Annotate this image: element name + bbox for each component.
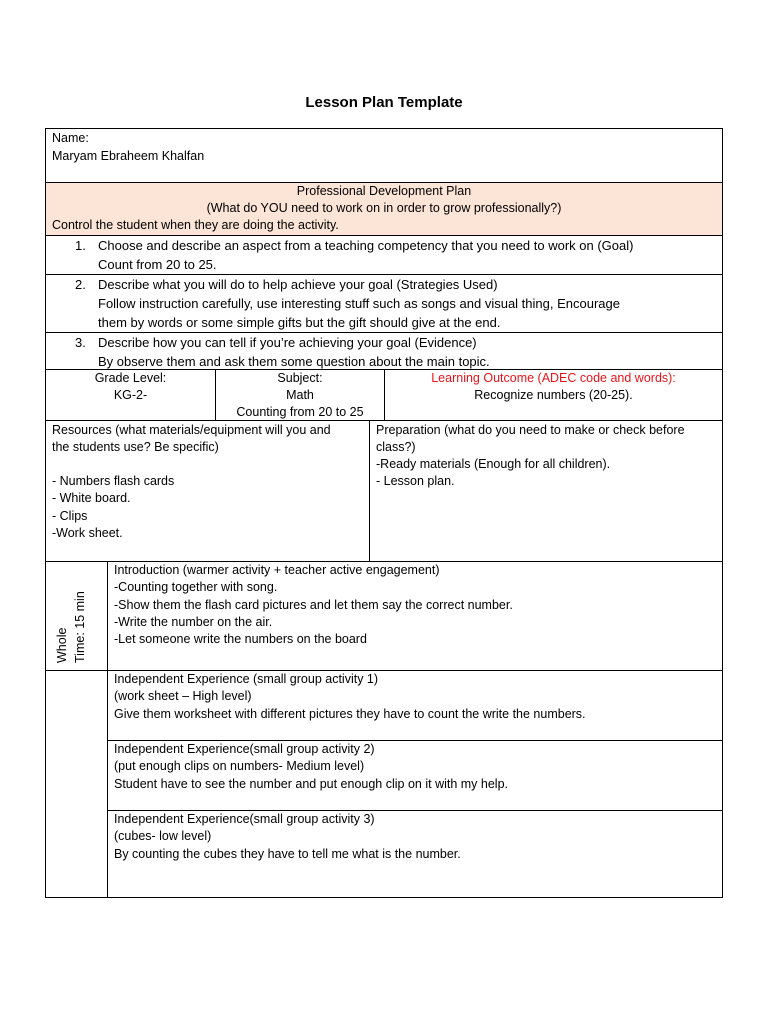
name-section — [52, 130, 712, 182]
pd-item-1 — [46, 236, 722, 274]
outcome-value: Recognize numbers (20-25). — [474, 388, 633, 402]
activity-heading: Independent Experience (small group activity 1) — [114, 672, 379, 686]
subject-topic: Counting from 20 to 25 — [236, 405, 364, 419]
pd-note: Control the student when they are doing the activity. — [52, 218, 339, 232]
pd-item-prompt: Describe what you will do to help achieve your goal (Strategies Used) — [98, 277, 498, 292]
introduction-item: -Let someone write the numbers on the board — [114, 632, 367, 646]
name-value: Maryam Ebraheem Khalfan — [52, 149, 205, 163]
activity-description: Give them worksheet with different pictures they have to count the write the numbers. — [114, 707, 586, 721]
introduction-cell — [114, 562, 720, 668]
intro-side-label-time: Time: 15 min — [73, 591, 87, 663]
pd-item-3 — [46, 333, 722, 369]
resources-item: - Clips — [52, 509, 88, 523]
introduction-item: -Write the number on the air. — [114, 615, 273, 629]
resources-item: -Work sheet. — [52, 526, 123, 540]
divider — [369, 421, 370, 561]
preparation-heading: Preparation (what do you need to make or check before — [376, 423, 685, 437]
activity-heading: Independent Experience(small group activity 2) — [114, 742, 375, 756]
divider — [46, 420, 722, 421]
grade-label: Grade Level: — [94, 371, 167, 385]
lesson-plan-table — [45, 128, 723, 898]
resources-heading: Resources (what materials/equipment will you and — [52, 423, 331, 437]
pd-subheading: (What do YOU need to work on in order to grow professionally?) — [206, 201, 562, 215]
activity-heading: Independent Experience(small group activity 3) — [114, 812, 375, 826]
pd-item-answer: them by words or some simple gifts but the gift should give at the end. — [98, 315, 501, 330]
activity-2-cell — [114, 741, 720, 809]
pd-item-number: 3. — [75, 335, 86, 350]
pd-item-answer: By observe them and ask them some question about the main topic. — [98, 354, 490, 369]
resources-item: - White board. — [52, 491, 131, 505]
subject-cell — [216, 370, 384, 420]
pd-item-2 — [46, 275, 722, 332]
activity-level: (work sheet – High level) — [114, 689, 252, 703]
activity-1-cell — [114, 671, 720, 739]
grade-value: KG-2- — [113, 388, 148, 402]
activity-3-cell — [114, 811, 720, 897]
divider — [107, 562, 108, 898]
preparation-cell — [376, 422, 720, 560]
pd-item-number: 1. — [75, 238, 86, 253]
pd-item-prompt: Describe how you can tell if you’re achieving your goal (Evidence) — [98, 335, 477, 350]
pd-header-band — [46, 183, 722, 235]
outcome-cell — [385, 370, 722, 420]
preparation-item: -Ready materials (Enough for all children). — [376, 457, 611, 471]
activity-description: By counting the cubes they have to tell me what is the number. — [114, 847, 461, 861]
pd-item-answer: Count from 20 to 25. — [98, 257, 217, 272]
pd-item-number: 2. — [75, 277, 86, 292]
resources-heading: the students use? Be specific) — [52, 440, 219, 454]
outcome-label: Learning Outcome (ADEC code and words): — [431, 371, 676, 385]
preparation-heading: class?) — [376, 440, 416, 454]
name-label: Name: — [52, 131, 89, 145]
pd-item-answer: Follow instruction carefully, use interesting stuff such as songs and visual thing, Encourage — [98, 296, 620, 311]
resources-item: - Numbers flash cards — [52, 474, 175, 488]
intro-side-label-whole: Whole — [55, 627, 69, 663]
pd-item-prompt: Choose and describe an aspect from a teaching competency that you need to work on (Goal) — [98, 238, 634, 253]
activity-description: Student have to see the number and put enough clip on it with my help. — [114, 777, 509, 791]
activity-level: (put enough clips on numbers- Medium level) — [114, 759, 365, 773]
introduction-item: -Counting together with song. — [114, 580, 278, 594]
subject-label: Subject: — [277, 371, 323, 385]
pd-heading: Professional Development Plan — [296, 184, 472, 198]
preparation-item: - Lesson plan. — [376, 474, 455, 488]
activity-level: (cubes- low level) — [114, 829, 212, 843]
introduction-heading: Introduction (warmer activity + teacher active engagement) — [114, 563, 440, 577]
document-title: Lesson Plan Template — [305, 94, 463, 111]
resources-cell — [52, 422, 368, 560]
grade-cell — [46, 370, 215, 420]
subject-value: Math — [286, 388, 314, 402]
introduction-item: -Show them the flash card pictures and let them say the correct number. — [114, 598, 513, 612]
